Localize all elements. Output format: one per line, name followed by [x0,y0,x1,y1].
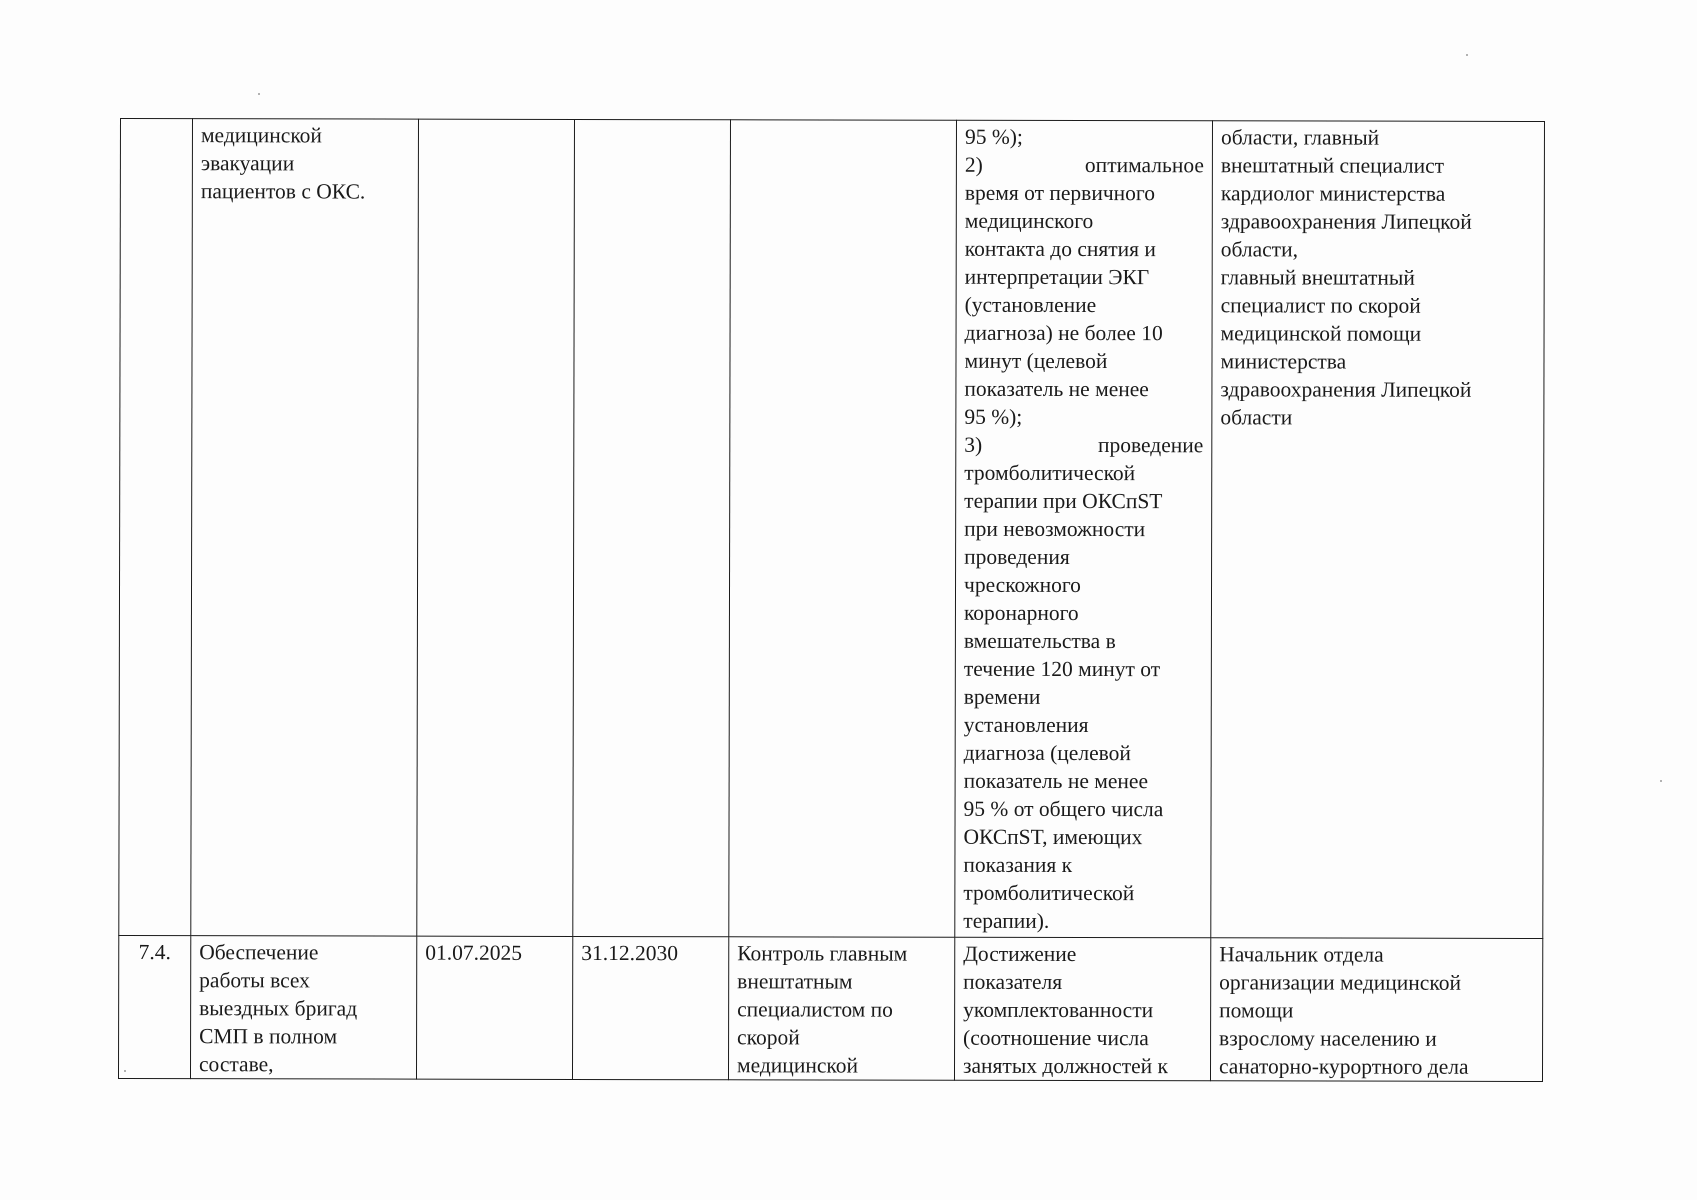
result-line: показателя [963,969,1063,994]
result-line: установления [963,712,1089,738]
result-line: занятых должностей к [962,1053,1169,1079]
result-line: ОКСпST, имеющих [963,824,1143,850]
responsible-line: взрослому населению и [1219,1026,1437,1051]
control-line: Контроль главным [737,941,908,966]
measure-line: пациентов с ОКС. [200,179,366,204]
plan-table [118,118,1545,1082]
measure-line: выездных бригад [199,996,358,1021]
measure-line: медицинской [200,123,322,148]
responsible-line: области, главный [1220,125,1380,150]
result-line [965,151,1204,180]
cell-control [728,937,954,1080]
result-line: терапии). [963,908,1050,933]
result-line: (установление [964,292,1097,318]
responsible-line: главный внештатный [1220,265,1415,290]
result-line: течение 120 минут от [963,656,1161,682]
cell-result [955,120,1213,938]
result-line: 95 %); [964,404,1023,429]
responsible-line: Начальник отдела [1219,942,1384,967]
scan-speck [1660,780,1662,782]
scan-speck [124,1070,126,1072]
result-line: тромболитической [963,880,1135,906]
result-line: показания к [963,852,1073,877]
cell-result [954,937,1210,1081]
responsible-line: министерства [1220,349,1347,374]
cell-number-empty [119,119,193,936]
cell-start-empty [417,119,575,936]
cell-end-empty [573,119,731,936]
cell-number: 7.4. [118,935,190,1078]
result-line: 95 % от общего числа [963,796,1164,822]
responsible-line: области [1220,405,1293,430]
measure-line: СМП в полном [199,1024,338,1049]
responsible-line: медицинской помощи [1220,321,1422,346]
result-line: показатель не менее [964,376,1149,402]
result-line: при невозможности [964,516,1146,542]
cell-control-empty [729,120,957,937]
responsible-line: помощи [1219,998,1294,1023]
control-line: внештатным [737,969,853,994]
result-line [964,431,1203,460]
measure-line: работы всех [199,968,310,993]
responsible-line: организации медицинской [1219,970,1461,995]
result-line: времени [963,684,1041,709]
result-line: терапии при ОКСпST [964,488,1163,514]
result-line: интерпретации ЭКГ [964,264,1150,290]
cell-measure [190,936,416,1079]
responsible-line: здравоохранения Липецкой [1220,209,1472,234]
result-line: тромболитической [964,460,1136,486]
control-line: скорой [737,1025,800,1050]
responsible-line: кардиолог министерства [1220,181,1446,206]
result-line: (соотношение числа [963,1025,1149,1051]
result-line-part: оптимальное [1084,153,1204,178]
measure-line: Обеспечение [199,940,319,965]
scan-speck [1466,54,1468,56]
result-line: контакта до снятия и [964,236,1156,262]
result-line: укомплектованности [963,997,1154,1023]
responsible-line: здравоохранения Липецкой [1220,377,1472,402]
measure-line: составе, [198,1052,274,1077]
result-line: диагноза) не более 10 [964,320,1163,346]
result-line: коронарного [963,600,1079,626]
result-line-part: 2) [964,152,983,177]
result-line: Достижение [963,941,1077,967]
responsible-line: специалист по скорой [1220,293,1421,318]
result-line: минут (целевой [964,348,1108,374]
result-line: 95 %); [964,124,1023,149]
table-row-7-4 [118,935,1542,1081]
control-line: специалистом по [737,997,893,1022]
result-line-part: проведение [1097,433,1204,458]
cell-measure [191,119,419,936]
responsible-line: внештатный специалист [1220,153,1445,178]
result-line: время от первичного [964,180,1155,206]
result-line: вмешательства в [963,628,1116,654]
cell-start-date: 01.07.2025 [416,936,572,1079]
responsible-line: санаторно-курортного дела [1218,1054,1469,1079]
result-line: медицинского [964,208,1094,234]
cell-responsible [1210,938,1542,1082]
scan-speck [258,93,260,95]
cell-responsible [1211,121,1545,939]
result-line: чрескожного [963,572,1081,598]
result-line-part: 3) [964,432,983,457]
table-row-continued [119,119,1545,939]
responsible-line: области, [1220,237,1299,262]
cell-end-date: 31.12.2030 [572,936,728,1079]
control-line: медицинской [736,1053,859,1078]
result-line: проведения [964,544,1070,569]
measure-line: эвакуации [200,151,295,176]
result-line: показатель не менее [963,768,1149,794]
result-line: диагноза (целевой [963,740,1131,766]
